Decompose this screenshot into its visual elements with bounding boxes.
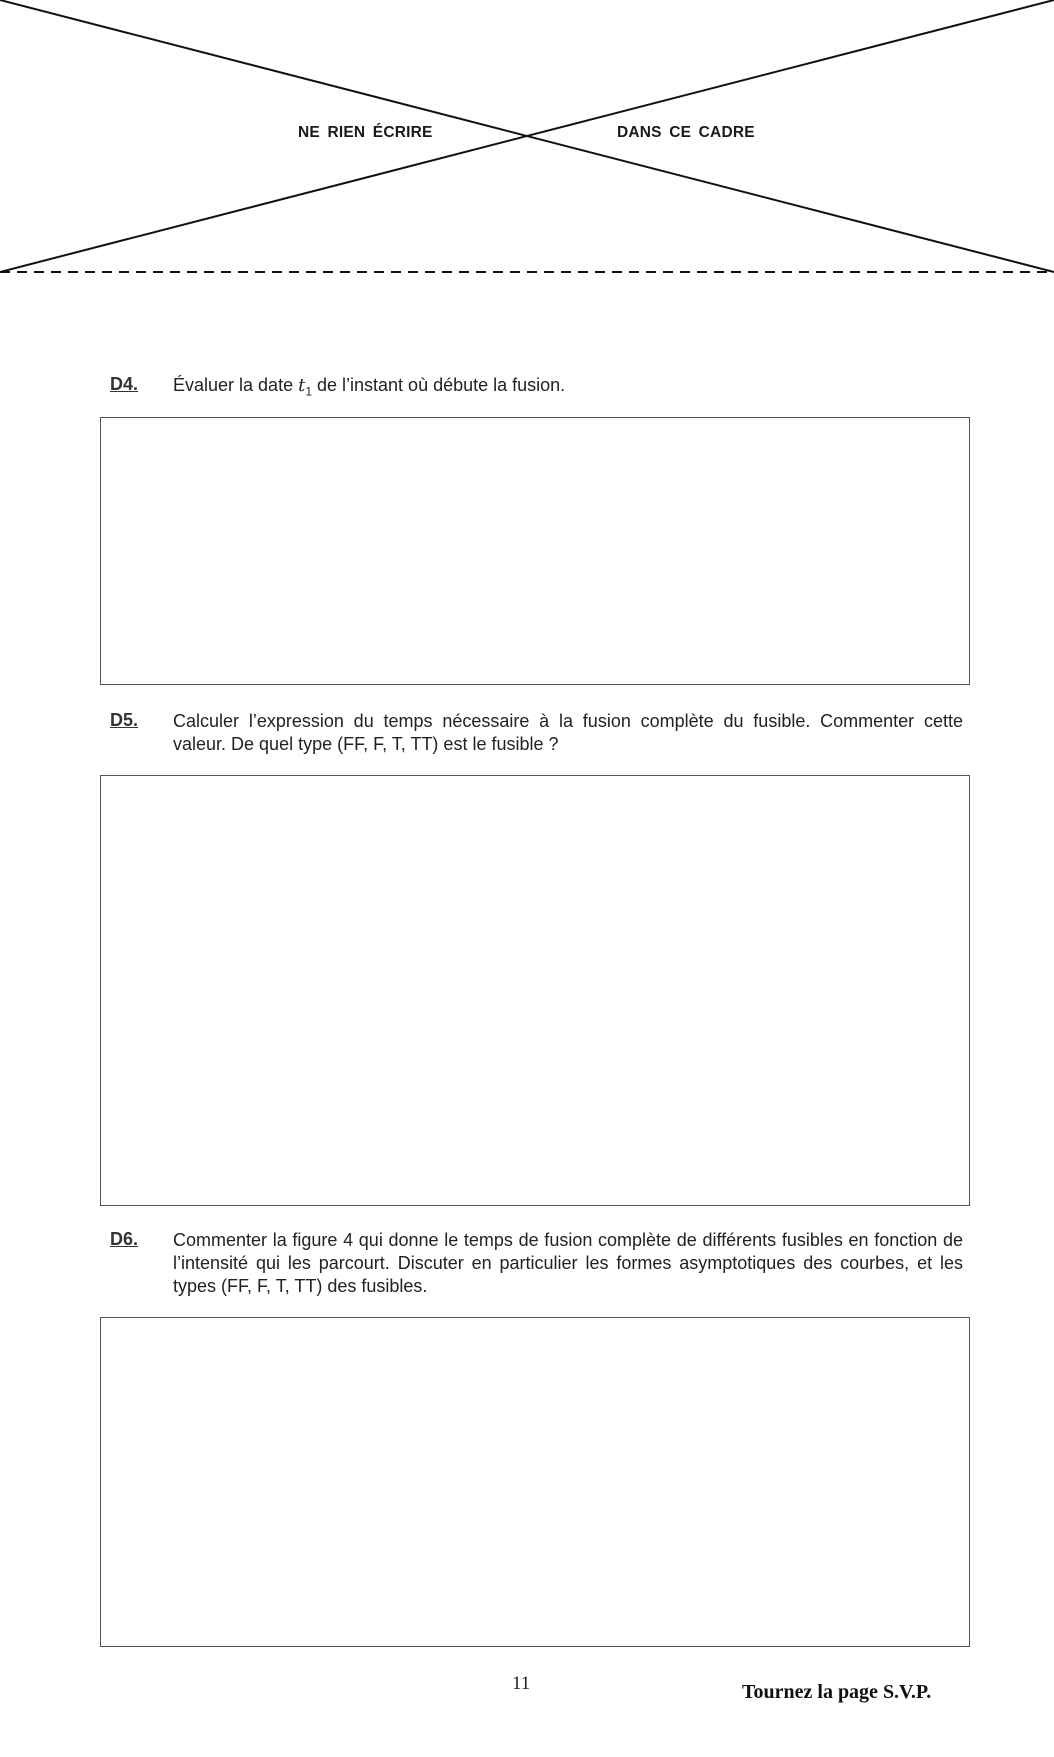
- answer-box-d4[interactable]: [100, 417, 970, 685]
- turn-page-note: Tournez la page S.V.P.: [742, 1681, 932, 1703]
- question-text-d4: [173, 374, 963, 404]
- variable-subscript: 1: [305, 384, 312, 399]
- variable-t: t: [298, 375, 306, 396]
- question-label-d5: D5.: [110, 710, 139, 730]
- question-text-d6: Commenter la figure 4 qui donne le temps de fusion complète de différents fusibles en fonction de l’intensité qui les parcourt. Discuter en particulier les formes asymptotiques des courbes, et les types (FF, F, T, TT) des fusibles.: [173, 1230, 963, 1296]
- question-text-d5: Calculer l’expression du temps nécessaire à la fusion complète du fusible. Commenter cette valeur. De quel type (FF, F, T, TT) est le fusible ?: [173, 711, 963, 754]
- answer-box-d5[interactable]: [100, 775, 970, 1206]
- question-label-d4: D4.: [110, 374, 139, 394]
- header-right-text: DANS CE CADRE: [617, 124, 755, 141]
- page-number: 11: [512, 1673, 531, 1694]
- question-label-d6: D6.: [110, 1229, 139, 1249]
- do-not-write-frame: [0, 0, 1054, 280]
- answer-box-d6[interactable]: [100, 1317, 970, 1647]
- header-left-text: NE RIEN ÉCRIRE: [298, 124, 433, 141]
- question-d4-text-before: Évaluer la date: [173, 375, 299, 395]
- question-d4-text-after: de l’instant où débute la fusion.: [312, 375, 566, 395]
